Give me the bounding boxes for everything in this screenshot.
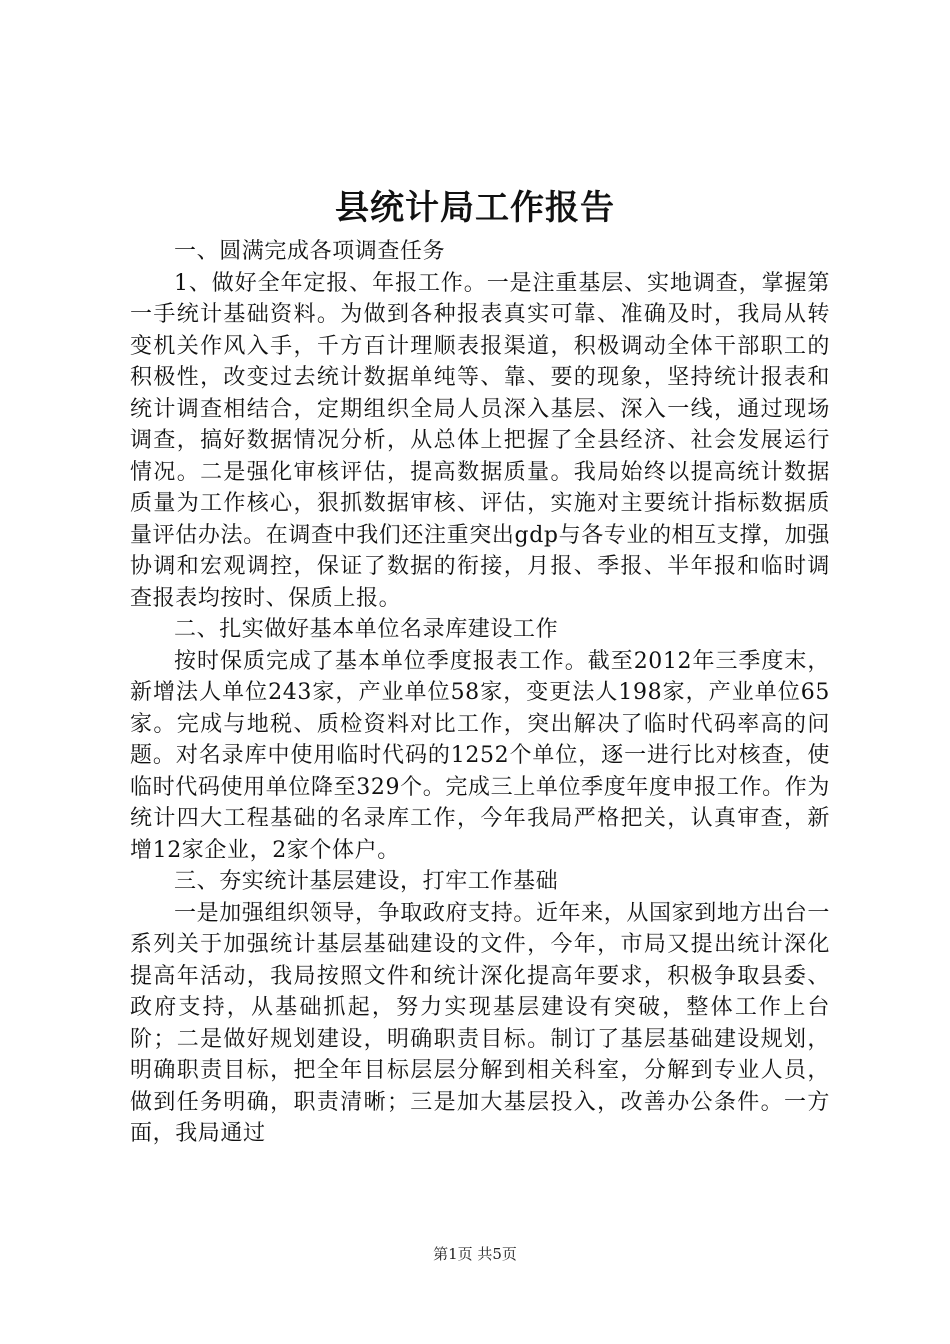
paragraph-3: 一是加强组织领导，争取政府支持。近年来，从国家到地方出台一系列关于加强统计基层基础建设的文件，今年，市局又提出统计深化提高年活动，我局按照文件和统计深化提高年要求，积极争取县委、政府支持，从基础抓起，努力实现基层建设有突破，整体工作上台阶；二是做好规划建设，明确职责目标。制订了基层基础建设规划，明确职责目标，把全年目标层层分解到相关科室，分解到专业人员，做到任务明确，职责清晰；三是加大基层投入，改善办公条件。一方面，我局通过 bbox=[130, 900, 830, 1146]
page-title: 县统计局工作报告 bbox=[335, 188, 615, 228]
document-body bbox=[130, 236, 830, 1150]
section-heading-2: 二、扎实做好基本单位名录库建设工作 bbox=[174, 617, 559, 642]
page-footer: 第1页 共5页 bbox=[433, 1245, 517, 1263]
paragraph-2: 按时保质完成了基本单位季度报表工作。截至2012年三季度末，新增法人单位243家，产业单位58家，变更法人198家，产业单位65家。完成与地税、质检资料对比工作，突出解决了临时代码率高的问题。对名录库中使用临时代码的1252个单位，逐一进行比对核查，使临时代码使用单位降至329个。完成三上单位季度年度申报工作。作为统计四大工程基础的名录库工作，今年我局严格把关，认真审查，新增12家企业，2家个体户。 bbox=[130, 648, 830, 863]
section-heading-3: 三、夯实统计基层建设，打牢工作基础 bbox=[174, 869, 559, 894]
paragraph-1: 1、做好全年定报、年报工作。一是注重基层、实地调查，掌握第一手统计基础资料。为做到各种报表真实可靠、准确及时，我局从转变机关作风入手，千方百计理顺表报渠道，积极调动全体干部职工的积极性，改变过去统计数据单纯等、靠、要的现象，坚持统计报表和统计调查相结合，定期组织全局人员深入基层、深入一线，通过现场调查，搞好数据情况分析，从总体上把握了全县经济、社会发展运行情况。二是强化审核评估，提高数据质量。我局始终以提高统计数据质量为工作核心，狠抓数据审核、评估，实施对主要统计指标数据质量评估办法。在调查中我们还注重突出gdp与各专业的相互支撑，加强协调和宏观调控，保证了数据的衔接，月报、季报、半年报和临时调查报表均按时、保质上报。 bbox=[130, 270, 830, 611]
section-heading-1: 一、圆满完成各项调查任务 bbox=[174, 239, 446, 264]
